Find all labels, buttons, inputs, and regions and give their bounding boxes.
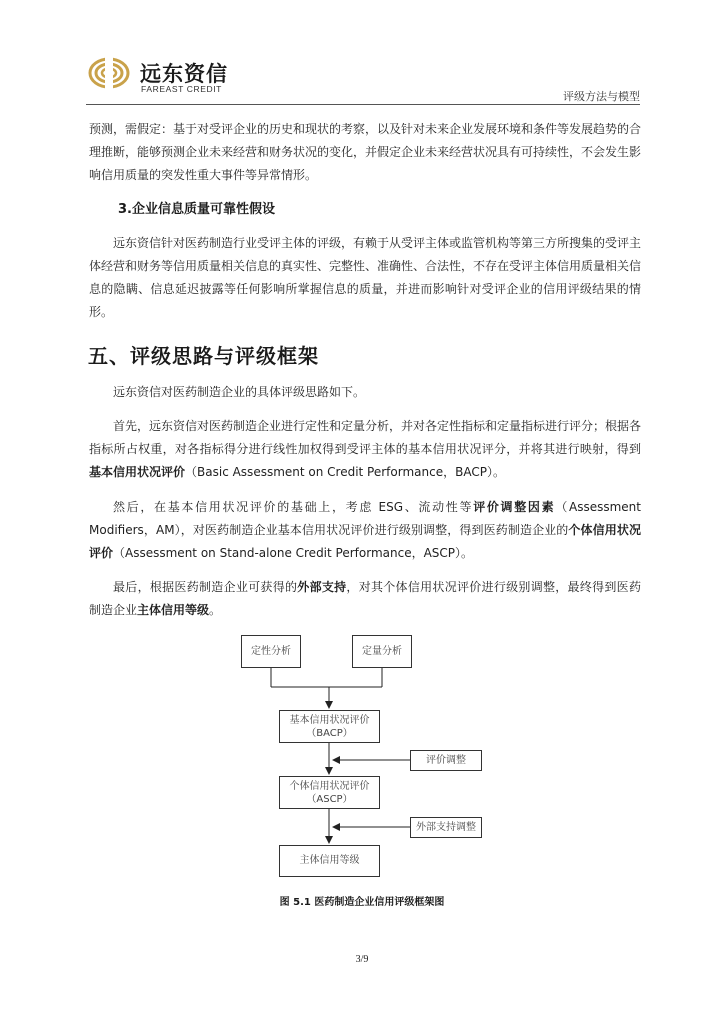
header-section-title: 评级方法与模型 [563, 90, 640, 103]
paragraph-forecast-assumption: 预测，需假定：基于对受评企业的历史和现状的考察，以及针对未来企业发展环境和条件等发展趋势的合理推断，能够预测企业未来经营和财务状况的变化，并假定企业未来经营状况具有可持续性，不会发生影响信用质量的突发性重大事件等异常情形。 [89, 122, 642, 182]
logo-english-name: FAREAST CREDIT [141, 84, 222, 94]
paragraph-info-quality: 远东资信针对医药制造行业受评主体的评级，有赖于从受评主体或监管机构等第三方所搜集的受评主体经营和财务等信用质量相关信息的真实性、完整性、准确性、合法性，不存在受评主体信用质量相关信息的隐瞒、信息延迟披露等任何影响所掌握信息的质量，并进而影响针对受评企业的信用评级结果的情形。 [89, 236, 642, 319]
section-heading-framework: 五、评级思路与评级框架 [88, 344, 319, 368]
diagram-box-bacp [279, 710, 380, 743]
subheading-info-quality: 3.企业信息质量可靠性假设 [118, 202, 275, 217]
diagram-box-qualitative: 定性分析 [241, 635, 301, 668]
page-number: 3/9 [355, 954, 369, 965]
step-finally-bold-rating: 主体信用等级 [137, 603, 210, 617]
diagram-ascp-abbr: （ASCP） [306, 794, 353, 805]
logo-mark-icon [88, 56, 130, 90]
step-first-text-c: （Basic Assessment on Credit Performance，BACP）。 [185, 465, 505, 479]
diagram-box-ascp [279, 776, 380, 809]
step-then-bold-ascp: 个体信用状况评价 [89, 523, 641, 560]
header-divider [86, 104, 640, 105]
diagram-box-quantitative: 定量分析 [352, 635, 412, 668]
diagram-bacp-title: 基本信用状况评价 [289, 715, 370, 726]
step-then-text-c: （Assessment Modifiers，AM），对医药制造企业基本信用状况评价进行级别调整，得到医药制造企业的 [89, 500, 641, 537]
step-then-text-e: （Assessment on Stand-alone Credit Performance，ASCP）。 [113, 546, 474, 560]
step-then-bold-am: 评价调整因素 [473, 500, 556, 514]
figure-caption: 图 5.1 医药制造企业信用评级框架图 [279, 897, 445, 908]
paragraph-approach-intro: 远东资信对医药制造企业的具体评级思路如下。 [113, 385, 366, 399]
paragraph-step-finally [89, 576, 641, 622]
diagram-box-adjust: 评价调整 [410, 750, 482, 771]
diagram-bacp-abbr: （BACP） [306, 728, 353, 739]
diagram-box-external-support: 外部支持调整 [410, 817, 482, 838]
diagram-box-final-rating: 主体信用等级 [279, 845, 380, 877]
logo-chinese-name: 远东资信 [140, 62, 228, 86]
step-finally-text-e: 。 [209, 603, 222, 617]
step-finally-text-a: 最后，根据医药制造企业可获得的 [113, 580, 298, 594]
step-then-text-a: 然后，在基本信用状况评价的基础上，考虑 ESG、流动性等 [113, 500, 474, 514]
step-finally-bold-support: 外部支持 [297, 580, 347, 594]
step-first-text-a: 首先，远东资信对医药制造企业进行定性和定量分析，并对各定性指标和定量指标进行评分；根据各指标所占权重，对各指标得分进行线性加权得到受评主体的基本信用状况评分，并将其进行映射，得到 [89, 419, 642, 456]
diagram-ascp-title: 个体信用状况评价 [289, 781, 370, 792]
paragraph-step-first [89, 415, 641, 484]
paragraph-step-then [89, 496, 641, 565]
step-first-bold-bacp: 基本信用状况评价 [89, 465, 186, 479]
step-finally-text-c: ，对其个体信用状况评价进行级别调整，最终得到医药制造企业 [89, 580, 641, 617]
